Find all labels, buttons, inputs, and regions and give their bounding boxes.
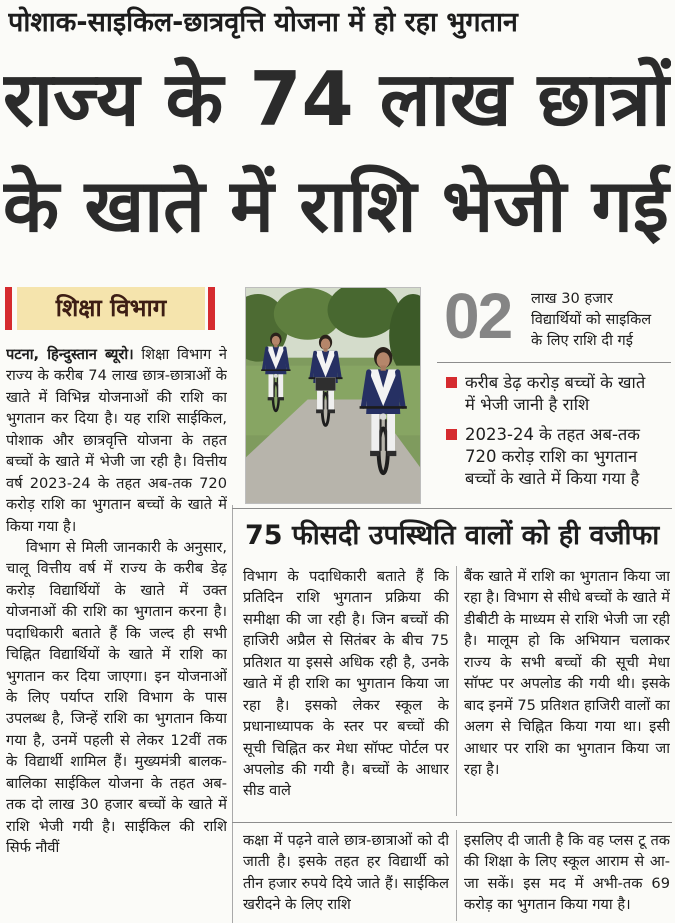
red-square-bullet-icon [446, 429, 457, 440]
kicker: पोशाक-साइकिल-छात्रवृत्ति योजना में हो रहा भुगतान [8, 7, 518, 38]
left-column [6, 344, 227, 921]
photo-illustration [246, 288, 420, 503]
bullet-item [437, 372, 671, 416]
highlight-number: 02 [444, 281, 512, 351]
badge-right-bar [208, 287, 215, 330]
highlight-text [531, 288, 671, 354]
left-column-divider [232, 505, 233, 923]
highlight-line: लाख 30 हजार [531, 290, 613, 307]
badge-left-bar [5, 287, 12, 330]
highlight-line: विद्यार्थियों को साइकिल [531, 311, 652, 328]
body-paragraph: विभाग से मिली जानकारी के अनुसार, चालू वित्तीय वर्ष में राज्य के करीब डेढ़ करोड़ विद्यार्थियों के खाते में उक्त योजनाओं की राशि का भुगतान करना है। पदाधिकारी बताते हैं कि जल्द ही सभी चिह्नित विद्यार्थियों के खाते में राशि का भुगतान कर दिया जाएगा। इन योजनाओं के लिए पर्याप्त राशि विभाग के पास उपलब्ध है, जिन्हें राशि का भुगतान किया गया है, उनमें पहली से लेकर 12वीं तक के विद्यार्थी शामिल हैं। मुख्यमंत्री बालक-बालिका साईकिल योजना के तहत अब-तक दो लाख 30 हजार बच्चों के खाते में राशि भेजी गयी है। साईकिल की राशि सिर्फ नौवीं [6, 538, 227, 857]
bicycle-basket [316, 378, 336, 391]
highlight-line: के लिए राशि दी गई [531, 332, 633, 349]
bullet-list [437, 372, 671, 502]
headline-line-1: राज्य के 74 लाख छात्रों [3, 55, 671, 143]
dateline: पटना, हिन्दुस्तान ब्यूरो। [6, 346, 134, 363]
continuation-column-1: कक्षा में पढ़ने वाले छात्र-छात्राओं को दी जाती है। इसके तहत हर विद्यार्थी को तीन हजार रुपये दिये जाते हैं। साईकिल खरीदने के लिए राशि [243, 832, 449, 914]
sub-headline: 75 फीसदी उपस्थिति वालों को ही वजीफा [245, 520, 660, 551]
attendance-column-1: विभाग के पदाधिकारी बताते हैं कि प्रतिदिन राशि भुगतान प्रक्रिया की समीक्षा की जा रही है। जिन बच्चों की हाजिरी अप्रैल से सितंबर के बीच 75 प्रतिशत या इससे अधिक रही है, उनके खाते में ही राशि का भुगतान किया जा रहा है। इसको लेकर स्कूल के प्रधानाध्यापक के स्तर पर बच्चों की सूची चिह्नित कर मेधा सॉफ्ट पोर्टल पर अपलोड की गयी है। बच्चों के आधार सीड वाले [243, 568, 449, 800]
column-divider [456, 830, 457, 921]
continuation-column-2: इसलिए दी जाती है कि वह प्लस टू तक की शिक्षा के लिए स्कूल आराम से आ-जा सकें। इस मद में अभी-तक 69 करोड़ का भुगतान किया गया है। [464, 832, 670, 914]
bullet-line: में भेजी जानी है राशि [465, 395, 590, 414]
students-bicycles-photo [245, 287, 421, 504]
bullet-line: 720 करोड़ राशि का भुगतान [465, 447, 638, 466]
rule-above-continuation [232, 822, 672, 823]
attendance-column-2: बैंक खाते में राशि का भुगतान किया जा रहा है। विभाग से सीधे बच्चों के खाते में डीबीटी के माध्यम से राशि भेजी जा रही है। मालूम हो कि अभियान चलाकर राज्य के सभी बच्चों की सूची मेधा सॉफ्ट पर अपलोड की गयी थी। इसके बाद इनमें 75 प्रतिशत हाजिरी वालों का अलग से चिह्नित किया गया था। इसी आधार पर राशि का भुगतान किया जा रहा है। [464, 568, 670, 778]
section-badge: शिक्षा विभाग [17, 287, 205, 330]
bullet-line: 2023-24 के तहत अब-तक [465, 425, 640, 444]
rule-above-subheadline [232, 508, 672, 509]
bullet-item [437, 424, 671, 490]
column-divider [456, 566, 457, 816]
lead-text: शिक्षा विभाग ने राज्य के करीब 74 लाख छात्र-छात्राओं के खाते में विभिन्न योजनाओं की राशि का भुगतान कर दिया है। यह राशि साईकिल, पोशाक और छात्रवृत्ति योजना के तहत बच्चों के खाते में भेजी जा रही है। वित्तीय वर्ष 2023-24 के तहत अब-तक 720 करोड़ राशि का भुगतान बच्चों के खाते में किया गया है। [6, 346, 227, 535]
bullet-line: करीब डेढ़ करोड़ बच्चों के खाते [465, 373, 646, 392]
lead-paragraph [6, 344, 227, 537]
rule-under-highlight [437, 362, 671, 363]
headline-line-2: के खाते में राशि भेजी गई [3, 164, 669, 249]
red-square-bullet-icon [446, 377, 457, 388]
bullet-line: बच्चों के खाते में किया गया है [465, 469, 640, 488]
